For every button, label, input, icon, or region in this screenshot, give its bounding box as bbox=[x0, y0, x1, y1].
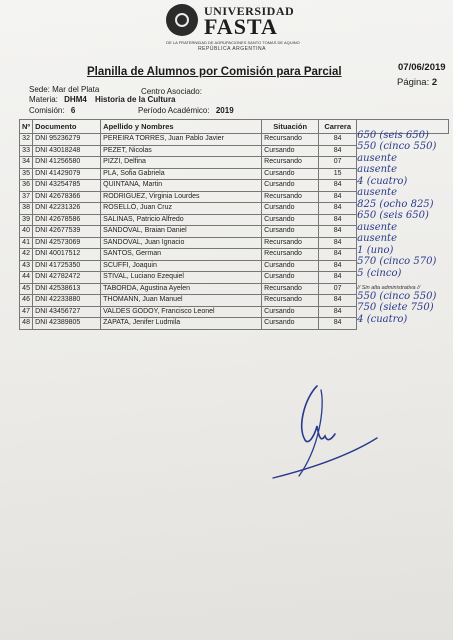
row-situation: Cursando bbox=[262, 214, 319, 226]
materia-label: Materia: bbox=[29, 95, 58, 104]
row-career: 07 bbox=[319, 157, 357, 169]
row-document: DNI 42677539 bbox=[33, 226, 101, 238]
row-handwritten-grade: 4 (cuatro) bbox=[357, 313, 408, 325]
row-number: 34 bbox=[20, 157, 33, 169]
logo-brand-text: FASTA bbox=[204, 14, 278, 39]
table-row bbox=[20, 272, 449, 284]
handwritten-signature bbox=[265, 378, 385, 488]
row-situation: Recursando bbox=[262, 191, 319, 203]
materia-name: Historia de la Cultura bbox=[95, 95, 176, 104]
row-number: 43 bbox=[20, 260, 33, 272]
centro-label: Centro Asociado: bbox=[141, 87, 202, 96]
row-situation: Cursando bbox=[262, 203, 319, 215]
periodo-value: 2019 bbox=[215, 106, 234, 115]
row-handwritten-grade: 650 (seis 650) bbox=[357, 130, 429, 141]
materia-line bbox=[29, 95, 176, 104]
row-handwritten-grade: 1 (uno) bbox=[357, 244, 394, 256]
logo-university-text: UNIVERSIDAD bbox=[204, 4, 295, 18]
row-handwritten-grade: ausente bbox=[357, 221, 397, 233]
row-document: DNI 42573069 bbox=[33, 237, 101, 249]
row-career: 07 bbox=[319, 283, 357, 295]
row-handwritten-grade: ausente bbox=[357, 233, 397, 244]
row-name: PIZZI, Delfina bbox=[101, 157, 262, 169]
row-situation: Cursando bbox=[262, 306, 319, 318]
row-career: 84 bbox=[319, 272, 357, 284]
row-career: 84 bbox=[319, 134, 357, 146]
row-number: 39 bbox=[20, 214, 33, 226]
row-handwritten-grade: 750 (siete 750) bbox=[357, 302, 434, 313]
periodo-line bbox=[138, 106, 234, 115]
row-name: ZAPATA, Jenifer Ludmila bbox=[101, 318, 262, 330]
row-career: 84 bbox=[319, 260, 357, 272]
row-handwritten-grade: 550 (cinco 550) bbox=[357, 141, 437, 152]
row-situation: Cursando bbox=[262, 180, 319, 192]
row-handwritten-grade: 570 (cinco 570) bbox=[357, 256, 437, 267]
document-date: 07/06/2019 bbox=[398, 62, 446, 73]
row-handwritten-grade: 650 (seis 650) bbox=[357, 210, 429, 221]
row-name: SANTOS, German bbox=[101, 249, 262, 261]
row-number: 42 bbox=[20, 249, 33, 261]
table-row bbox=[20, 318, 449, 330]
row-grade-cell bbox=[357, 313, 449, 330]
row-handwritten-grade: 4 (cuatro) bbox=[357, 175, 408, 187]
row-name: TABORDA, Agustina Ayelen bbox=[101, 283, 262, 295]
row-number: 33 bbox=[20, 145, 33, 157]
row-number: 41 bbox=[20, 237, 33, 249]
row-number: 38 bbox=[20, 203, 33, 215]
row-document: DNI 40017512 bbox=[33, 249, 101, 261]
row-note: // Sin alta administrativa // bbox=[357, 285, 421, 291]
row-career: 84 bbox=[319, 306, 357, 318]
row-name: PEZET, Nicolas bbox=[101, 145, 262, 157]
row-document: DNI 41725350 bbox=[33, 260, 101, 272]
row-career: 15 bbox=[319, 168, 357, 180]
row-career: 84 bbox=[319, 180, 357, 192]
row-situation: Cursando bbox=[262, 260, 319, 272]
row-situation: Recursando bbox=[262, 134, 319, 146]
page-label: Página: bbox=[397, 77, 430, 88]
row-document: DNI 42538613 bbox=[33, 283, 101, 295]
row-document: DNI 42782472 bbox=[33, 272, 101, 284]
row-handwritten-grade: ausente bbox=[357, 164, 397, 175]
row-situation: Recursando bbox=[262, 157, 319, 169]
header-name: Apellido y Nombres bbox=[101, 120, 262, 134]
sede-value: Mar del Plata bbox=[52, 85, 100, 94]
periodo-label: Período Académico: bbox=[138, 106, 210, 115]
logo-country: REPÚBLICA ARGENTINA bbox=[198, 46, 266, 52]
row-situation: Cursando bbox=[262, 226, 319, 238]
row-situation: Recursando bbox=[262, 237, 319, 249]
row-name: THOMANN, Juan Manuel bbox=[101, 295, 262, 307]
header-document: Documento bbox=[33, 120, 101, 134]
row-handwritten-grade: 5 (cinco) bbox=[357, 267, 402, 279]
row-situation: Cursando bbox=[262, 318, 319, 330]
seal-icon bbox=[166, 4, 198, 36]
row-name: QUINTANA, Martin bbox=[101, 180, 262, 192]
row-name: PLA, Sofia Gabriela bbox=[101, 168, 262, 180]
row-number: 44 bbox=[20, 272, 33, 284]
row-number: 36 bbox=[20, 180, 33, 192]
comision-value: 6 bbox=[70, 106, 76, 115]
row-number: 35 bbox=[20, 168, 33, 180]
row-number: 37 bbox=[20, 191, 33, 203]
row-document: DNI 42231326 bbox=[33, 203, 101, 215]
row-situation: Cursando bbox=[262, 272, 319, 284]
row-name: SCUFFI, Joaquin bbox=[101, 260, 262, 272]
students-table bbox=[19, 119, 449, 330]
row-number: 47 bbox=[20, 306, 33, 318]
table-body bbox=[20, 130, 449, 330]
logo-tagline: DE LA FRATERNIDAD DE AGRUPACIONES SANTO TOMAS DE AQUINO bbox=[166, 40, 300, 45]
row-situation: Cursando bbox=[262, 145, 319, 157]
row-career: 84 bbox=[319, 318, 357, 330]
comision-label: Comisión: bbox=[29, 106, 65, 115]
row-situation: Recursando bbox=[262, 295, 319, 307]
sede-label: Sede: bbox=[29, 85, 50, 94]
page-number: 2 bbox=[431, 77, 438, 88]
university-logo bbox=[162, 2, 302, 52]
row-career: 84 bbox=[319, 214, 357, 226]
row-name: VALDES GODOY, Francisco Leonel bbox=[101, 306, 262, 318]
row-grade-cell bbox=[357, 267, 449, 284]
row-document: DNI 43456727 bbox=[33, 306, 101, 318]
row-career: 84 bbox=[319, 145, 357, 157]
row-career: 84 bbox=[319, 226, 357, 238]
document-title: Planilla de Alumnos por Comisión para Parcial bbox=[87, 66, 342, 78]
row-document: DNI 42389805 bbox=[33, 318, 101, 330]
page-indicator bbox=[397, 77, 437, 88]
header-career: Carrera bbox=[319, 120, 357, 134]
row-number: 40 bbox=[20, 226, 33, 238]
row-document: DNI 41256580 bbox=[33, 157, 101, 169]
header-situation: Situación bbox=[262, 120, 319, 134]
row-number: 32 bbox=[20, 134, 33, 146]
row-document: DNI 42678366 bbox=[33, 191, 101, 203]
row-handwritten-grade: ausente bbox=[357, 152, 397, 164]
row-career: 84 bbox=[319, 203, 357, 215]
sede-line bbox=[29, 85, 99, 94]
row-name: RODRIGUEZ, Virginia Lourdes bbox=[101, 191, 262, 203]
row-handwritten-grade: ausente bbox=[357, 187, 397, 198]
row-document: DNI 43254785 bbox=[33, 180, 101, 192]
row-document: DNI 95236279 bbox=[33, 134, 101, 146]
row-handwritten-grade: 825 (ocho 825) bbox=[357, 198, 434, 210]
row-name: ROSELLÓ, Juan Cruz bbox=[101, 203, 262, 215]
row-career: 84 bbox=[319, 295, 357, 307]
row-name: SANDOVAL, Braian Daniel bbox=[101, 226, 262, 238]
row-number: 46 bbox=[20, 295, 33, 307]
row-name: SANDOVAL, Juan Ignacio bbox=[101, 237, 262, 249]
row-handwritten-grade: 550 (cinco 550) bbox=[357, 290, 437, 302]
row-document: DNI 42233880 bbox=[33, 295, 101, 307]
materia-code: DHM4 bbox=[64, 95, 87, 104]
row-situation: Recursando bbox=[262, 283, 319, 295]
row-document: DNI 42678586 bbox=[33, 214, 101, 226]
header-number: Nº bbox=[20, 120, 33, 134]
row-number: 45 bbox=[20, 283, 33, 295]
row-document: DNI 43018248 bbox=[33, 145, 101, 157]
row-document: DNI 41429079 bbox=[33, 168, 101, 180]
row-career: 84 bbox=[319, 191, 357, 203]
row-situation: Recursando bbox=[262, 249, 319, 261]
row-name: STIVAL, Luciano Ezequiel bbox=[101, 272, 262, 284]
row-situation: Cursando bbox=[262, 168, 319, 180]
row-career: 84 bbox=[319, 249, 357, 261]
row-career: 84 bbox=[319, 237, 357, 249]
row-number: 48 bbox=[20, 318, 33, 330]
students-table-wrapper bbox=[19, 119, 449, 330]
row-name: SALINAS, Patricio Alfredo bbox=[101, 214, 262, 226]
comision-line bbox=[29, 106, 75, 115]
row-name: PEREIRA TORRES, Juan Pablo Javier bbox=[101, 134, 262, 146]
